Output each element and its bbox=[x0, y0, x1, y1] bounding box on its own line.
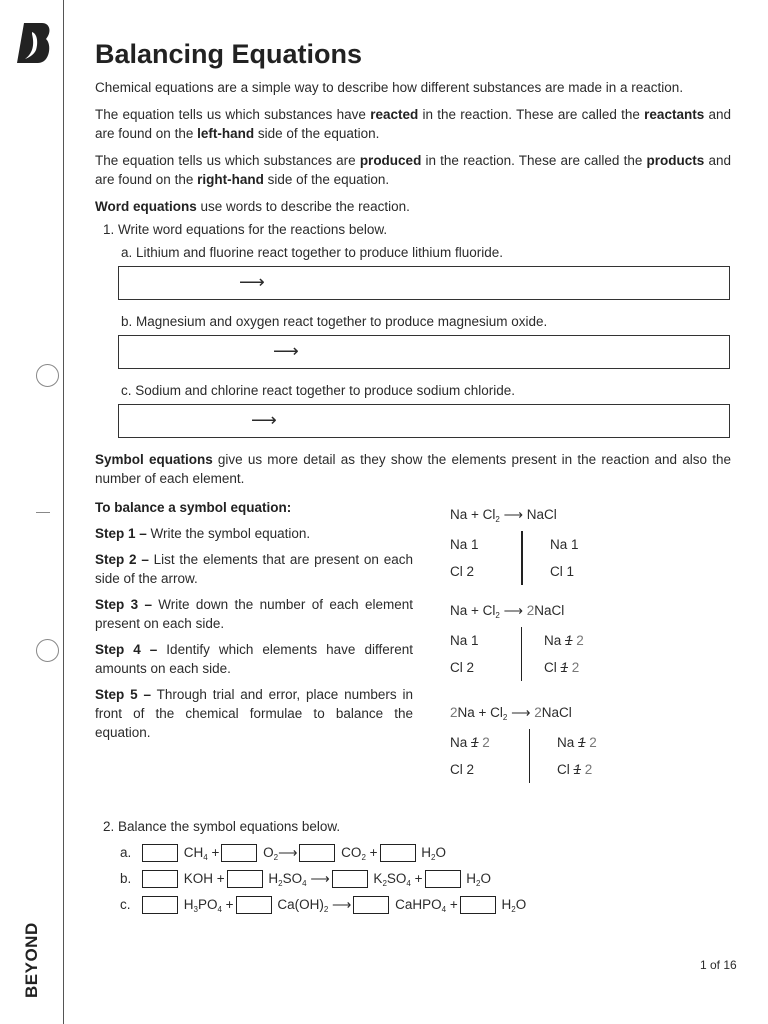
example-1-right-count bbox=[550, 531, 579, 558]
text: ⟶ bbox=[328, 897, 352, 912]
text: Write down the number of each element present on each side. bbox=[95, 597, 413, 631]
example-3-equation bbox=[450, 703, 710, 722]
step-4 bbox=[95, 640, 413, 678]
products-paragraph bbox=[95, 151, 731, 189]
text: CH bbox=[180, 845, 204, 860]
exercise-label: c. bbox=[120, 897, 131, 912]
bold-text: reactants bbox=[644, 107, 705, 122]
bold-text: right-hand bbox=[197, 172, 264, 187]
exercise-label: b. bbox=[120, 871, 132, 886]
added-number: 2 bbox=[568, 660, 580, 675]
text: + bbox=[446, 897, 458, 912]
text: H bbox=[264, 871, 279, 886]
answer-box[interactable] bbox=[227, 870, 263, 888]
subscript: 4 bbox=[302, 879, 307, 888]
example-3-right-count bbox=[557, 729, 597, 756]
subscript: 4 bbox=[217, 905, 222, 914]
question-1a bbox=[121, 243, 731, 262]
answer-box-1c[interactable] bbox=[118, 404, 730, 438]
crossed-out-number: 1 bbox=[560, 660, 569, 675]
arrow-icon: ⟶ bbox=[273, 341, 299, 361]
text: side of the equation. bbox=[254, 126, 380, 141]
answer-box[interactable] bbox=[221, 844, 257, 862]
question-1 bbox=[103, 220, 731, 239]
text: Chemical equations are a simple way to describe how different substances are made in a reaction. bbox=[95, 80, 684, 95]
text: KOH + bbox=[180, 871, 225, 886]
added-number: 2 bbox=[585, 735, 597, 750]
beyond-logo-icon bbox=[16, 22, 52, 64]
bold-text: reacted bbox=[370, 107, 419, 122]
example-2-right-count bbox=[544, 654, 584, 681]
subscript: 2 bbox=[476, 879, 481, 888]
subscript: 2 bbox=[382, 879, 387, 888]
example-1-left-count bbox=[450, 558, 521, 585]
text: Na bbox=[450, 735, 472, 750]
text: + bbox=[221, 897, 234, 912]
step-1 bbox=[95, 524, 413, 543]
worked-examples bbox=[450, 498, 710, 799]
bold-text: Step 2 – bbox=[95, 552, 149, 567]
crossed-out-number: 1 bbox=[578, 735, 586, 750]
divider bbox=[521, 531, 523, 585]
bold-text: To balance a symbol equation: bbox=[95, 500, 292, 515]
bold-text: Step 4 – bbox=[95, 642, 158, 657]
example-3-left-count bbox=[450, 729, 529, 756]
text: Cl 2 bbox=[450, 660, 475, 675]
answer-box[interactable] bbox=[236, 896, 272, 914]
text: PO bbox=[197, 897, 218, 912]
text: 2. Balance the symbol equations below. bbox=[103, 819, 341, 834]
text: Identify which elements have different amounts on each side. bbox=[95, 642, 413, 676]
steps-section bbox=[95, 498, 731, 799]
text: ⟶ bbox=[278, 845, 298, 860]
text: O bbox=[435, 845, 446, 860]
bold-text: Step 5 – bbox=[95, 687, 151, 702]
bold-text: left-hand bbox=[197, 126, 255, 141]
text: Write the symbol equation. bbox=[146, 526, 311, 541]
added-number: 2 bbox=[526, 603, 535, 618]
text: O bbox=[480, 871, 491, 886]
text: Cl 2 bbox=[450, 762, 475, 777]
example-3-left-count bbox=[450, 756, 529, 783]
example-1-right-count bbox=[550, 558, 579, 585]
text: The equation tells us which substances are bbox=[95, 153, 360, 168]
exercise-c bbox=[120, 892, 731, 918]
arrow-icon: ⟶ bbox=[239, 272, 265, 292]
example-2-left-count bbox=[450, 627, 521, 654]
binder-hole bbox=[36, 639, 59, 662]
text: in the reaction. These are called the bbox=[421, 153, 647, 168]
crossed-out-number: 1 bbox=[573, 762, 582, 777]
text: Cl bbox=[544, 660, 561, 675]
page-title: Balancing Equations bbox=[95, 39, 363, 69]
text: CaHPO bbox=[391, 897, 442, 912]
answer-box[interactable] bbox=[332, 870, 368, 888]
steps-list bbox=[95, 498, 413, 799]
text: NaCl bbox=[541, 705, 572, 720]
step-5 bbox=[95, 685, 413, 742]
text: give us more detail as they show the elements present in the reaction and also the number of each element. bbox=[95, 452, 731, 486]
text: ⟶ bbox=[507, 705, 535, 720]
text: side of the equation. bbox=[263, 172, 390, 187]
exercise-a bbox=[120, 840, 731, 866]
text: 1. Write word equations for the reactions below. bbox=[103, 222, 388, 237]
example-3 bbox=[450, 703, 710, 783]
answer-box[interactable] bbox=[142, 896, 178, 914]
text: Ca(OH) bbox=[273, 897, 324, 912]
example-1-left-count bbox=[450, 531, 521, 558]
text: Na + Cl bbox=[457, 705, 503, 720]
text: H bbox=[417, 845, 432, 860]
page-number: 1 of 16 bbox=[700, 958, 737, 972]
subscript: 2 bbox=[431, 853, 436, 862]
added-number: 2 bbox=[450, 705, 458, 720]
added-number: 2 bbox=[572, 633, 584, 648]
text: + bbox=[207, 845, 220, 860]
subscript: 2 bbox=[495, 515, 500, 524]
text: Na + Cl bbox=[450, 603, 496, 618]
text: and are found on the bbox=[95, 107, 731, 141]
subscript: 4 bbox=[203, 853, 208, 862]
bold-text: products bbox=[646, 153, 705, 168]
text: c. Sodium and chlorine react together to produce sodium chloride. bbox=[121, 383, 515, 398]
subscript: 2 bbox=[323, 905, 329, 914]
text: List the elements that are present on each side of the arrow. bbox=[95, 552, 413, 586]
text: O bbox=[259, 845, 274, 860]
subscript: 4 bbox=[441, 905, 447, 914]
text: use words to describe the reaction. bbox=[196, 199, 410, 214]
text: NaCl bbox=[534, 603, 565, 618]
text: in the reaction. These are called the bbox=[418, 107, 645, 122]
text: Na 1 bbox=[450, 537, 479, 552]
steps-heading bbox=[95, 498, 413, 517]
divider bbox=[529, 729, 530, 783]
text: H bbox=[497, 897, 512, 912]
arrow-icon: ⟶ bbox=[251, 410, 277, 430]
subscript: 2 bbox=[361, 853, 366, 862]
subscript: 3 bbox=[193, 905, 198, 914]
bold-text: Step 1 – bbox=[95, 526, 147, 541]
binder-hole bbox=[36, 364, 59, 387]
text: Cl 2 bbox=[450, 564, 475, 579]
margin-line bbox=[63, 0, 64, 1024]
text: SO bbox=[386, 871, 407, 886]
text: Na bbox=[557, 735, 579, 750]
text: NaCl bbox=[526, 507, 557, 522]
question-1b bbox=[121, 312, 731, 331]
reactants-paragraph bbox=[95, 105, 731, 143]
example-2 bbox=[450, 601, 710, 681]
question-2 bbox=[103, 817, 731, 836]
exercise-b bbox=[120, 866, 731, 892]
text: Cl 1 bbox=[550, 564, 575, 579]
answer-box[interactable] bbox=[142, 870, 178, 888]
text: Cl bbox=[557, 762, 574, 777]
answer-box[interactable] bbox=[299, 844, 335, 862]
answer-box[interactable] bbox=[353, 896, 389, 914]
text: + bbox=[410, 871, 423, 886]
example-1-equation bbox=[450, 505, 710, 524]
text: H bbox=[180, 897, 194, 912]
text: a. Lithium and fluorine react together to produce lithium fluoride. bbox=[121, 245, 503, 260]
text: O bbox=[515, 897, 527, 912]
step-2 bbox=[95, 550, 413, 588]
bold-text: Word equations bbox=[95, 199, 197, 214]
answer-box[interactable] bbox=[425, 870, 461, 888]
text: K bbox=[369, 871, 383, 886]
intro-paragraph bbox=[95, 78, 731, 97]
text: Na + Cl bbox=[450, 507, 496, 522]
answer-box[interactable] bbox=[142, 844, 178, 862]
divider bbox=[521, 627, 522, 681]
added-number: 2 bbox=[534, 705, 542, 720]
added-number: 2 bbox=[478, 735, 490, 750]
subscript: 2 bbox=[273, 853, 279, 862]
subscript: 2 bbox=[502, 713, 508, 722]
text: ⟶ bbox=[499, 603, 527, 618]
text: ⟶ bbox=[499, 507, 527, 522]
crossed-out-number: 1 bbox=[471, 735, 479, 750]
answer-box[interactable] bbox=[380, 844, 416, 862]
text: The equation tells us which substances have bbox=[95, 107, 371, 122]
example-3-right-count bbox=[557, 756, 597, 783]
text: CO bbox=[337, 845, 362, 860]
example-1 bbox=[450, 505, 710, 585]
bold-text: Step 3 – bbox=[95, 597, 152, 612]
subscript: 2 bbox=[495, 611, 500, 620]
word-equations-paragraph bbox=[95, 197, 731, 216]
text: Na 1 bbox=[450, 633, 479, 648]
answer-box-1a[interactable] bbox=[118, 266, 730, 300]
text: SO bbox=[282, 871, 303, 886]
text: Na 1 bbox=[550, 537, 579, 552]
bold-text: Symbol equations bbox=[95, 452, 213, 467]
step-3 bbox=[95, 595, 413, 633]
answer-box-1b[interactable] bbox=[118, 335, 730, 369]
exercise-label: a. bbox=[120, 845, 132, 860]
text: Through trial and error, place numbers in front of the chemical formulae to balance the equation. bbox=[95, 687, 413, 740]
text: Na bbox=[544, 633, 566, 648]
answer-box[interactable] bbox=[460, 896, 496, 914]
subscript: 2 bbox=[511, 905, 516, 914]
crossed-out-number: 1 bbox=[565, 633, 573, 648]
text: H bbox=[462, 871, 476, 886]
subscript: 2 bbox=[278, 879, 283, 888]
text: b. Magnesium and oxygen react together to produce magnesium oxide. bbox=[121, 314, 548, 329]
example-2-left-count bbox=[450, 654, 521, 681]
text: + bbox=[365, 845, 378, 860]
example-2-right-count bbox=[544, 627, 584, 654]
question-1c bbox=[121, 381, 731, 400]
added-number: 2 bbox=[581, 762, 593, 777]
symbol-equations-paragraph bbox=[95, 450, 731, 488]
example-2-equation bbox=[450, 601, 710, 620]
worksheet-content bbox=[95, 36, 731, 918]
bold-text: produced bbox=[359, 153, 422, 168]
subscript: 4 bbox=[406, 879, 411, 888]
text: ⟶ bbox=[306, 871, 330, 886]
brand-label: BEYOND bbox=[22, 922, 41, 998]
fold-mark bbox=[36, 512, 50, 513]
text: and are found on the bbox=[95, 153, 732, 187]
